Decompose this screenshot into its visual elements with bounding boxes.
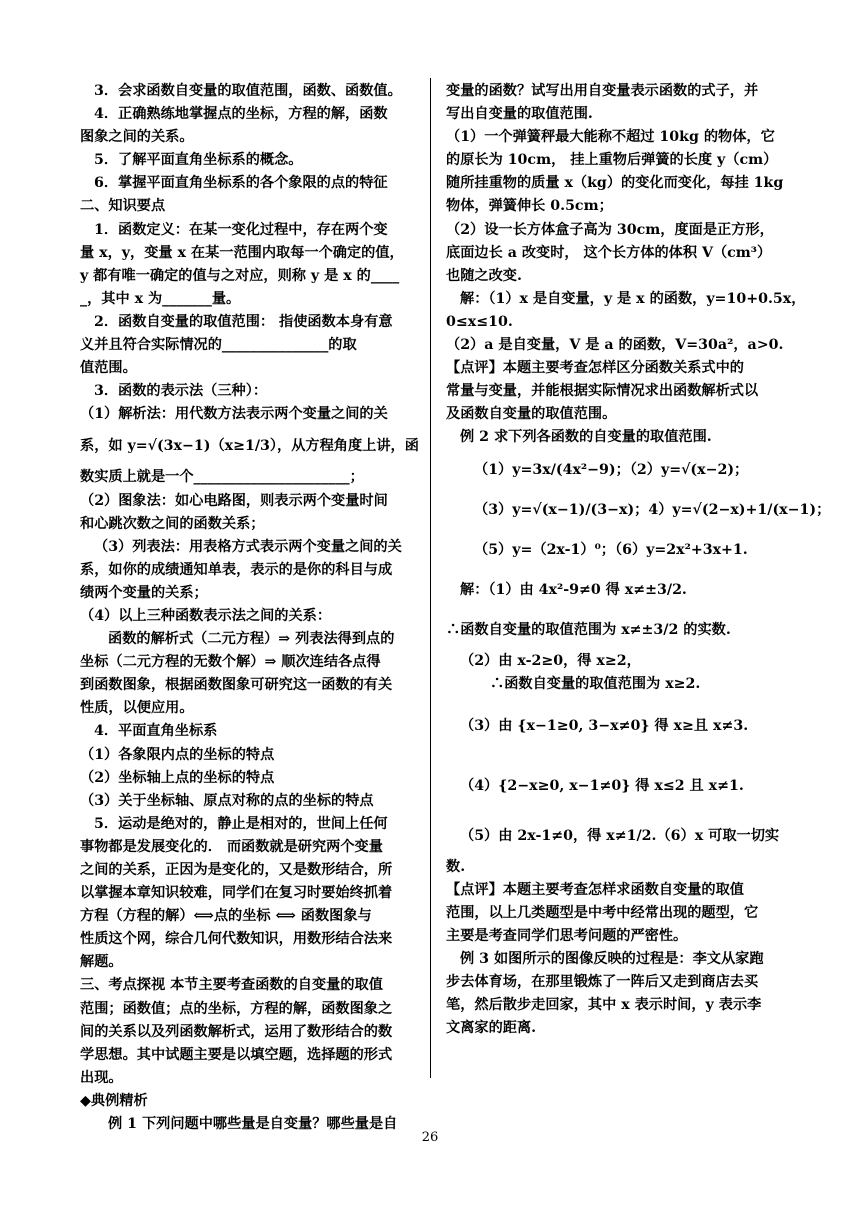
text-line: 出现。 [80,1069,123,1086]
text-line: 5．运动是绝对的，静止是相对的，世间上任何 [94,815,388,832]
text-line: （1）一个弹簧秤最大能称不超过 10kg 的物体，它 [446,129,775,146]
text-line: 解：（1）x 是自变量，y 是 x 的函数，y=10+0.5x， [460,290,806,307]
text-line: （3）关于坐标轴、原点对称的点的坐标的特点 [80,792,374,809]
text-line: 数. [446,858,466,875]
text-line: 性质，以便应用。 [80,700,194,717]
text-line: 事物都是发展变化的． 而函数就是研究两个变量 [80,838,383,855]
text-line: 以掌握本章知识较难，同学们在复习时要始终抓着 [80,885,393,902]
text-line: 系，如你的成绩通知单表，表示的是你的科目与成 [80,561,393,578]
text-line: 例 2 求下列各函数的自变量的取值范围. [460,429,712,446]
left-column [80,80,418,1136]
formula-line: （3）由 {x−1≥0, 3−x≠0} 得 x≥且 x≠3. [460,717,749,734]
formula-line: （5）y=（2x-1）⁰；（6）y=2x²+3x+1. [474,541,748,558]
formula-line: ∴函数自变量的取值范围为 x≠±3/2 的实数. [446,621,731,638]
text-line: 例 1 下列问题中哪些量是自变量？哪些量是自 [108,1116,398,1133]
text-line: 底面边长 a 改变时， 这个长方体的体积 V（cm³） [446,244,772,261]
text-line: 文离家的距离. [446,1020,537,1037]
text-line: 学思想。其中试题主要是以填空题，选择题的形式 [80,1046,393,1063]
text-line: 之间的关系，正因为是变化的，又是数形结合，所 [80,862,393,878]
formula-line: （3）y=√(x−1)/(3−x)；4）y=√(2−x)+1/(x−1)； [474,501,831,518]
text-line: 解题。 [80,954,123,971]
text-line: （2）由 x-2≥0，得 x≥2， [460,652,641,669]
text-line: （1）解析法：用代数方法表示两个变量之间的关 [80,406,388,423]
text-line: 0≤x≤10. [446,313,513,330]
formula-line: 系，如 y=√(3x−1)（x≥1/3），从方程角度上讲，函 [80,438,419,455]
text-line: 3．会求函数自变量的取值范围，函数、函数值。 [94,83,402,99]
text-line: 随所挂重物的质量 x（kg）的变化而变化，每挂 1kg [446,175,784,192]
text-line: 5．了解平面直角坐标系的概念。 [94,152,303,169]
text-line: 方程（方程的解）⟺点的坐标 ⟺ 函数图象与 [80,908,372,925]
text-line: 2．函数自变量的取值范围： 指使函数本身有意 [94,313,393,330]
right-column [446,80,831,1040]
formula-line: （5）由 2x-1≠0，得 x≠1/2.（6）x 可取一切实 [460,827,780,844]
text-line: 【点评】本题主要考查怎样区分函数关系式中的 [446,360,744,377]
text-line: 【点评】本题主要考查怎样求函数自变量的取值 [446,881,744,898]
text-line: 值范围。 [80,360,137,377]
text-line: 范围；函数值；点的坐标，方程的解，函数图象之 [80,1000,393,1017]
subsection-heading: ◆典例精析 [80,1092,148,1109]
text-line: （2）设一长方体盒子高为 30cm，度面是正方形， [446,221,774,238]
text-line: _，其中 x 为_______量。 [80,290,241,307]
text-line: 1．函数定义：在某一变化过程中，存在两个变 [94,221,388,238]
text-line: 的原长为 10cm， 挂上重物后弹簧的长度 y（cm） [446,152,778,169]
text-line: 笔，然后散步走回家，其中 x 表示时间，y 表示李 [446,997,762,1014]
text-line: y 都有唯一确定的值与之对应，则称 y 是 x 的____ [80,267,400,284]
text-line: （2）a 是自变量，V 是 a 的函数，V=30a²，a>0. [446,337,784,354]
text-line: 3．函数的表示法（三种）： [94,383,268,400]
text-line: 物体，弹簧伸长 0.5cm； [446,198,613,215]
column-divider [430,78,431,1078]
text-line: （2）图象法：如心电路图，则表示两个变量时间 [80,492,388,509]
text-line: 4．正确熟练地掌握点的坐标，方程的解，函数 [94,106,388,123]
text-line: 量 x，y，变量 x 在某一范围内取每一个确定的值， [80,244,404,261]
text-line: 图象之间的关系。 [80,129,194,146]
text-line: 范围，以上几类题型是中考中经常出现的题型，它 [446,904,759,921]
text-line: 写出自变量的取值范围. [446,106,593,123]
formula-line: （4）{2−x≥0, x−1≠0} 得 x≤2 且 x≠1. [460,777,744,794]
text-line: 义并且符合实际情况的_______________的取 [80,337,357,354]
text-line: 到函数图象，根据函数图象可研究这一函数的有关 [80,677,393,694]
section-heading: 三、考点探视 本节主要考查函数的自变量的取值 [80,977,383,994]
text-line: 6．掌握平面直角坐标系的各个象限的点的特征 [94,175,388,192]
text-line: 间的关系以及列函数解析式，运用了数形结合的数 [80,1023,393,1040]
text-line: 坐标（二元方程的无数个解）⇒ 顺次连结各点得 [80,654,381,671]
formula-line: 解：（1）由 4x²-9≠0 得 x≠±3/2. [460,581,687,598]
text-line: 4．平面直角坐标系 [94,723,218,740]
text-line: 绩两个变量的关系； [80,584,208,601]
text-line: 主要是考查同学们思考问题的严密性。 [446,927,688,944]
text-line: 例 3 如图所示的图像反映的过程是：李文从家跑 [460,951,764,968]
text-line: 变量的函数？试写出用自变量表示函数的式子，并 [446,83,759,99]
text-line: 也随之改变. [446,267,522,284]
text-line: ∴函数自变量的取值范围为 x≥2. [490,675,701,692]
text-line: 性质这个网，综合几何代数知识，用数形结合法来 [80,931,393,948]
text-line: 和心跳次数之间的函数关系； [80,515,265,532]
section-heading: 二、知识要点 [80,198,166,215]
page-number: 26 [421,1130,439,1145]
text-line: 常量与变量，并能根据实际情况求出函数解析式以 [446,383,759,400]
text-line: 步去体育场，在那里锻炼了一阵后又走到商店去买 [446,974,759,991]
text-line: （1）各象限内点的坐标的特点 [80,746,275,763]
text-line: （3）列表法：用表格方式表示两个变量之间的关 [94,538,402,555]
text-line: 数实质上就是一个______________________； [80,469,364,486]
text-line: （4）以上三种函数表示法之间的关系： [80,607,332,624]
text-line: 及函数自变量的取值范围。 [446,406,617,423]
text-line: 函数的解析式（二元方程）⇒ 列表法得到点的 [108,631,395,648]
formula-line: （1）y=3x/(4x²−9)；（2）y=√(x−2)； [474,461,749,478]
text-line: （2）坐标轴上点的坐标的特点 [80,769,275,786]
